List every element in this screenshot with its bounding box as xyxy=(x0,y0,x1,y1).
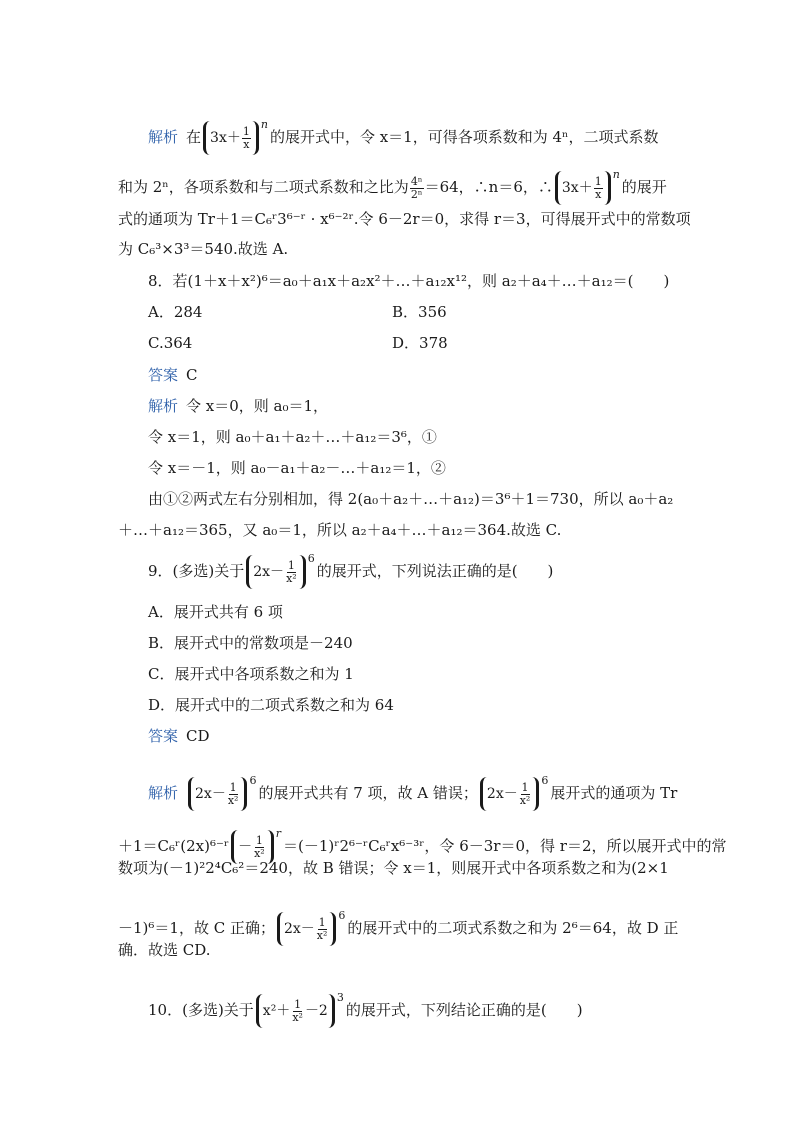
q8-solution-line1: 解析 令 x＝0，则 a₀＝1， xyxy=(148,397,329,415)
q9-solution-line3: 数项为(－1)²2⁴C₆²＝240，故 B 错误；令 x＝1，则展开式中各项系数之和为(2×1 xyxy=(118,859,669,877)
expr-3x-plus-1-over-x: 3x＋ $\frac{1}{x}$ xyxy=(555,171,611,205)
q8-option-c: C.364 xyxy=(148,334,193,352)
expr-2x-minus-1-over-x2: 2x－ $\frac{1}{\text{x²}}$ xyxy=(246,555,305,589)
answer-label: 答案 xyxy=(148,366,179,384)
sol7-line2: 和为 2ⁿ，各项系数和与二项式系数和之比为 $\frac{\text{4ⁿ}}{\text{2ⁿ}}$ ＝64，∴n＝6，∴ 3x＋ $\frac{1}{x}$ $^n$的展开 xyxy=(118,164,688,205)
q9-stem: 9．(多选)关于 2x－ $\frac{1}{\text{x²}}$ $^6$的展开式，下列说法正确的是( ) xyxy=(148,548,718,589)
solution-label: 解析 xyxy=(148,784,179,802)
solution-label: 解析 xyxy=(148,128,179,146)
solution-label: 解析 xyxy=(148,397,179,415)
expr-3x-plus-1-over-x: 3x＋ $\frac{1}{x}$ xyxy=(203,121,259,155)
q9-option-c: C．展开式中各项系数之和为 1 xyxy=(148,665,354,683)
answer-label: 答案 xyxy=(148,727,179,745)
q8-option-a: A．284 xyxy=(148,303,203,321)
q9-solution-line5: 确．故选 CD. xyxy=(118,941,211,959)
q8-answer: 答案 C xyxy=(148,366,198,384)
fraction-4n-over-2n: $\frac{\text{4ⁿ}}{\text{2ⁿ}}$ xyxy=(410,174,423,201)
q8-option-b: B．356 xyxy=(392,303,447,321)
q8-options-row2 xyxy=(148,332,718,354)
q9-solution-line2: ＋1＝C₆ʳ(2x)⁶⁻ʳ － $\frac{1}{\text{x²}}$ $^r$＝(－1)ʳ2⁶⁻ʳC₆ʳx⁶⁻³ʳ，令 6－3r＝0，得 r＝2，所以展开式中的常 xyxy=(118,823,688,864)
q9-solution-line1: 解析 2x－ $\frac{1}{\text{x²}}$ $^6$的展开式共有 7 项，故 A 错误； 2x－ $\frac{1}{\text{x²}}$ $^6$展开式的通项为 Tr xyxy=(148,770,718,811)
q8-options-row1 xyxy=(148,301,718,323)
q10-stem: 10．(多选)关于 x²＋ $\frac{1}{\text{x²}}$ －2 $^3$的展开式，下列结论正确的是( ) xyxy=(148,987,718,1028)
q9-option-b: B．展开式中的常数项是－240 xyxy=(148,634,353,652)
q9-option-d: D．展开式中的二项式系数之和为 64 xyxy=(148,696,394,714)
q8-solution-line3: 令 x＝－1，则 a₀－a₁＋a₂－…＋a₁₂＝1，② xyxy=(148,459,446,477)
q8-solution-line2: 令 x＝1，则 a₀＋a₁＋a₂＋…＋a₁₂＝3⁶，① xyxy=(148,428,437,446)
q8-solution-line5: ＋…＋a₁₂＝365，又 a₀＝1，所以 a₂＋a₄＋…＋a₁₂＝364.故选 C. xyxy=(118,521,562,539)
q9-option-a: A．展开式共有 6 项 xyxy=(148,603,283,621)
q9-solution-line4: －1)⁶＝1，故 C 正确； 2x－ $\frac{1}{\text{x²}}$ $^6$的展开式中的二项式系数之和为 2⁶＝64，故 D 正 xyxy=(118,905,688,946)
q8-solution-line4: 由①②两式左右分别相加，得 2(a₀＋a₂＋…＋a₁₂)＝3⁶＋1＝730，所以 a₀＋a₂ xyxy=(148,490,674,508)
expr-x2-plus-1-over-x2-minus-2: x²＋ $\frac{1}{\text{x²}}$ －2 xyxy=(256,994,335,1028)
sol7-line1: 解析 在 3x＋ $\frac{1}{x}$ $^n$的展开式中，令 x＝1，可得各项系数和为 4ⁿ，二项式系数 xyxy=(148,114,718,155)
q8-stem: 8．若(1＋x＋x²)⁶＝a₀＋a₁x＋a₂x²＋…＋a₁₂x¹²，则 a₂＋a₄＋…＋a₁₂＝( ) xyxy=(148,272,670,290)
q8-option-d: D．378 xyxy=(392,334,448,352)
sol7-line3: 式的通项为 Tr＋1＝C₆ʳ3⁶⁻ʳ · x⁶⁻²ʳ.令 6－2r＝0，求得 r＝3，可得展开式中的常数项 xyxy=(118,210,691,228)
sol7-line4: 为 C₆³×3³＝540.故选 A. xyxy=(118,240,289,258)
q9-answer: 答案 CD xyxy=(148,727,210,745)
